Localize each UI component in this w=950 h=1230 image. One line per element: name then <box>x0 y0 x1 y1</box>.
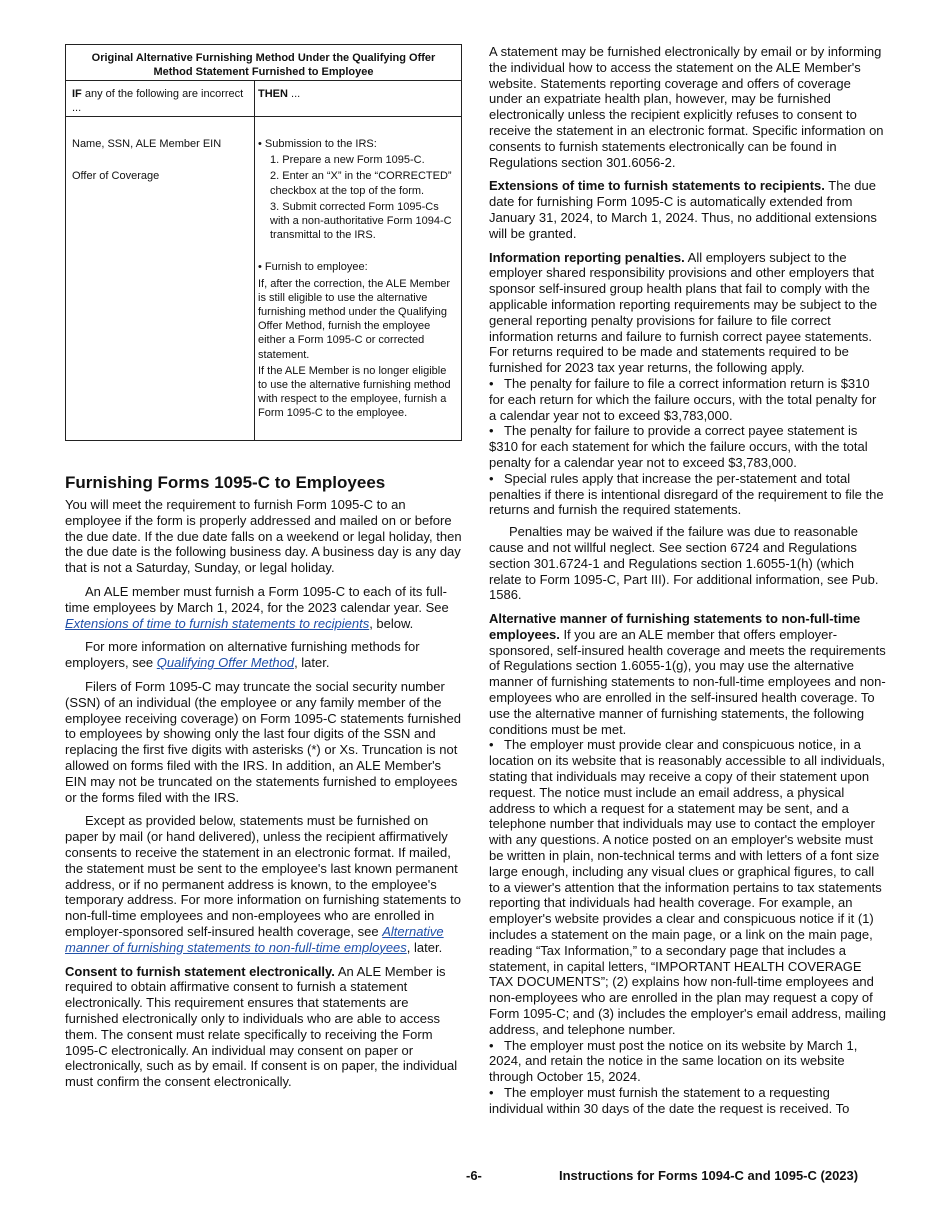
paragraph <box>489 250 886 376</box>
text: An ALE Member is required to obtain affirmative consent to furnish a statement electronically. This requirement ensures that statements are furnished electronically only to individuals who are able to access them. The consent must relate specifically to receiving the Form 1095-C electronically. An individual may consent on paper or electronically, such as by email. If consent is on paper, the individual must confirm the consent electronically. <box>65 963 458 1090</box>
if-rest: any of the following are incorrect ... <box>72 88 244 115</box>
run-in-heading: Consent to furnish statement electronically. <box>65 963 335 979</box>
section-heading: Furnishing Forms 1095-C to Employees <box>65 473 386 492</box>
bullet-icon: • <box>489 1085 494 1100</box>
table-title-line1: Original Alternative Furnishing Method Under the Qualifying Offer <box>91 52 436 64</box>
table-item: Name, SSN, ALE Member EIN <box>72 138 222 150</box>
then-cell <box>255 117 461 440</box>
paragraph: Penalties may be waived if the failure was due to reasonable cause and not willful neglect. See section 6724 and Regulations section 301.6724-1 and Regulations section 1.6055-1(h) (which relate to Form 1095-C, Part III). For additional information, see Pub. 1586. <box>489 524 879 603</box>
list-item <box>489 1085 886 1117</box>
correction-table <box>65 44 462 441</box>
paragraph: A statement may be furnished electronically by email or by informing the individual how to access the statement on the ALE Member's website. Statements reporting coverage and offers of coverage under an expatriate health plan, however, may be furnished electronically unless the recipient explicitly refuses to consent to receive the statement in an electronic format. Specific information on consents to furnish statements electronically can be found in Regulations section 301.6056-2. <box>489 44 884 170</box>
text: , later. <box>406 939 443 955</box>
if-label: IF <box>72 88 82 100</box>
extensions-link[interactable]: Extensions of time to furnish statements to recipients <box>65 615 370 631</box>
then-header <box>255 81 461 116</box>
footer-title: Instructions for Forms 1094-C and 1095-C (2023) <box>559 1168 859 1183</box>
bullet-icon: • <box>489 423 494 439</box>
run-in-heading: Information reporting penalties. <box>489 249 685 265</box>
bullet-icon: • <box>489 1037 494 1053</box>
irs-step: 2. Enter an “X” in the “CORRECTED” checkbox at the top of the form. <box>270 170 452 197</box>
if-cell <box>66 117 255 440</box>
table-header-row <box>66 81 461 117</box>
text: Special rules apply that increase the per-statement and total penalties if there is intentional disregard of the requirement to file the returns and furnish the required statements. <box>489 470 884 518</box>
furnish-text: If, after the correction, the ALE Member is still eligible to use the alternative furnishing method under the Qualifying Offer Method, furnish the employee either a Form 1095-C or corrected statement. <box>258 277 450 361</box>
then-label: THEN <box>258 88 288 100</box>
table-item: Offer of Coverage <box>72 170 160 183</box>
furnish-text: If the ALE Member is no longer eligible to use the alternative furnishing method with respect to the employee, furnish a Form 1095-C to the employee. <box>258 364 451 420</box>
paragraph: You will meet the requirement to furnish Form 1095-C to an employee if the form is properly addressed and mailed on or before the due date. If the due date falls on a weekend or legal holiday, then the due date is the following business day. A business day is any day that is not a Saturday, Sunday, or legal holiday. <box>65 497 462 576</box>
text: An ALE member must furnish a Form 1095-C to each of its full-time employees by March 1, 2024, for the 2023 calendar year. See <box>65 583 449 615</box>
text: All employers subject to the employer shared responsibility provisions and other employers that sponsor self-insured group health plans that fail to comply with the applicable information reporting requirements may be subject to the general reporting penalty provisions for failure to file correct information returns and failure to furnish correct payee statements. For returns required to be made and statements required to be furnished for 2023 tax year returns, the following apply. <box>489 249 878 376</box>
table-title <box>66 45 461 81</box>
text: The employer must provide clear and conspicuous notice, in a location on its website that is reasonably accessible to all individuals, stating that individuals may receive a copy of their statement upon request. The notice must include an email address, a physical address to which a request for a statement may be sent, and a telephone number that individuals may use to contact the employer with any questions. A notice posted on an employer's website must be written in plain, non-technical terms and with letters of a font size large enough, including any visual clues or graphical figures, to call to a viewer's attention that the information pertains to tax statements reporting that individuals had health coverage. For example, an employer's website provides a clear and conspicuous notice if it (1) includes a statement on the main page, or a link on the main page, reading “Tax Information,” to a secondary page that includes a statement, in capital letters, “IMPORTANT HEALTH COVERAGE TAX DOCUMENTS”; (2) explains how non-full-time employees and non-employees who are enrolled in the plan may request a copy of Form 1095-C; and (3) includes the employer's email address, mailing address, and telephone number. <box>489 737 886 1037</box>
paragraph <box>65 584 462 631</box>
list-item <box>489 423 886 470</box>
run-in-heading: Extensions of time to furnish statements to recipients. <box>489 178 825 194</box>
paragraph <box>65 964 462 1090</box>
list-item <box>489 376 886 423</box>
irs-heading: • Submission to the IRS: <box>258 138 377 150</box>
text: Except as provided below, statements must be furnished on paper by mail (or hand delivered), unless the recipient affirmatively consents to receive the statement in an electronic format. If mailed, the statement must be sent to the employee's last known permanent address, or if no permanent address is known, to the employee's temporary address. For more information on furnishing statements to non-full-time employees and non-employees who are enrolled in employer-sponsored self-insured health coverage, see <box>65 813 461 939</box>
bullet-icon: • <box>489 375 494 391</box>
list-item <box>489 1038 886 1085</box>
irs-step: 3. Submit corrected Form 1095-Cs with a non-authoritative Form 1094-C transmittal to the IRS. <box>270 200 452 242</box>
bullet-icon: • <box>489 470 494 486</box>
run-in-heading: Alternative manner of furnishing statements to non-full-time employees. <box>489 611 861 642</box>
page-number: -6- <box>466 1168 482 1183</box>
furnish-heading: • Furnish to employee: <box>258 261 368 274</box>
then-rest: ... <box>287 88 301 100</box>
list-item <box>489 471 886 518</box>
text: , later. <box>294 655 330 671</box>
list-item <box>489 737 886 1037</box>
table-title-line2: Method Statement Furnished to Employee <box>153 66 374 78</box>
paragraph <box>489 611 886 737</box>
text: The penalty for failure to file a correct information return is $310 for each return for which the failure occurs, with the total penalty for a calendar year not to exceed $3,783,000. <box>489 375 877 423</box>
text: If you are an ALE member that offers employer-sponsored, self-insured health coverage and meets the requirements of Regulations section 1.6055-1(g), you may use the alternative manner of furnishing statements to non-full-time employees and non-employees who are enrolled in the self-insured health coverage. To use the alternative manner of furnishing statements, the following conditions must be met. <box>489 626 886 737</box>
bullet-icon: • <box>489 737 494 753</box>
irs-step: 1. Prepare a new Form 1095-C. <box>270 154 425 167</box>
paragraph <box>65 639 462 671</box>
text: The employer must post the notice on its website by March 1, 2024, and retain the notice in the same location on its website through October 15, 2024. <box>489 1037 858 1085</box>
right-column <box>489 44 886 1117</box>
left-column <box>65 497 462 1090</box>
table-body-row <box>66 117 461 440</box>
qualifying-offer-link[interactable]: Qualifying Offer Method <box>156 655 295 671</box>
text: The penalty for failure to provide a correct payee statement is $310 for each statement for which the failure occurs, with the total penalty for a calendar year not to exceed $3,783,000. <box>489 423 868 470</box>
text: For more information on alternative furnishing methods for employers, see <box>65 639 420 671</box>
paragraph: Filers of Form 1095-C may truncate the social security number (SSN) of an individual (the employee or any family member of the employee receiving coverage) on Form 1095-C statements furnished to employees by showing only the last four digits of the SSN and replacing the first five digits with asterisks (*) or Xs. Truncation is not allowed on forms filed with the IRS. In addition, an ALE Member's EIN may not be truncated on the statements furnished to employees or the forms filed with the IRS. <box>65 678 461 805</box>
if-header <box>66 81 255 116</box>
alternative-manner-link[interactable]: Alternative manner of furnishing statements to non-full-time employees <box>65 923 444 955</box>
text: , below. <box>369 615 414 631</box>
paragraph <box>65 813 462 955</box>
text: The employer must furnish the statement to a requesting individual within 30 days of the date the request is received. To <box>489 1085 850 1116</box>
text: The due date for furnishing Form 1095-C is automatically extended from January 31, 2024, to March 1, 2024. Thus, no additional extensions will be granted. <box>489 178 877 241</box>
paragraph <box>489 178 886 241</box>
